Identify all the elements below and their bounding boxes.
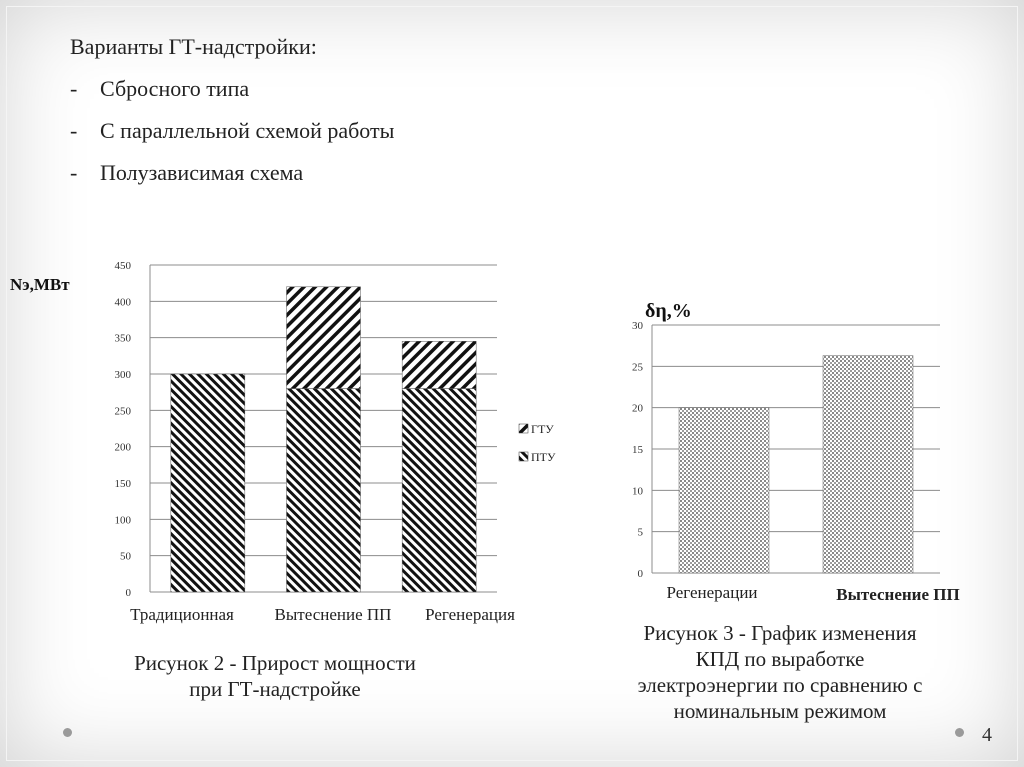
figure-3-caption — [560, 620, 1000, 724]
y-tick-label: 300 — [114, 369, 131, 381]
y-tick-label: 10 — [632, 485, 643, 498]
x-category-label: Регенерации — [666, 583, 758, 602]
x-category-label: Традиционная — [130, 605, 234, 624]
x-category-label: Вытеснение ПП — [836, 585, 960, 604]
y-tick-label: 250 — [114, 405, 131, 418]
list-dash: - — [70, 118, 78, 143]
caption-line: электроэнергии по сравнению с — [637, 673, 923, 697]
y-tick-label: 25 — [632, 361, 643, 374]
x-category-label: Вытеснение ПП — [274, 605, 392, 624]
list-item-text: Сбросного типа — [100, 76, 250, 101]
y-tick-label: 5 — [637, 526, 643, 539]
legend-label: ГТУ — [531, 422, 554, 436]
y-tick-label: 30 — [632, 320, 643, 332]
bar-гту — [287, 287, 361, 389]
power-increase-chart — [10, 260, 556, 624]
figure-2-caption — [70, 650, 480, 702]
y-tick-label: 350 — [114, 332, 131, 345]
y-tick-label: 150 — [114, 478, 131, 490]
bar-гту — [402, 341, 476, 388]
bar-пту — [287, 389, 361, 592]
caption-line: номинальным режимом — [673, 699, 887, 723]
bar-пту — [402, 389, 476, 592]
y-tick-label: 0 — [637, 568, 643, 580]
y-tick-label: 200 — [114, 441, 131, 454]
legend-label: ПТУ — [531, 450, 556, 464]
bar — [679, 408, 769, 573]
y-tick-label: 0 — [125, 587, 131, 599]
list-item-text: Полузависимая схема — [100, 160, 304, 185]
bar-пту — [171, 374, 245, 592]
y-axis-title: δη,% — [645, 300, 692, 322]
bar — [823, 356, 913, 573]
x-category-label: Регенерация — [425, 605, 515, 624]
legend-swatch-пту — [519, 452, 528, 461]
y-tick-label: 50 — [120, 550, 131, 563]
y-tick-label: 400 — [114, 296, 131, 309]
caption-line: при ГТ-надстройке — [189, 677, 361, 701]
list-dash: - — [70, 160, 78, 185]
y-tick-label: 450 — [114, 260, 131, 272]
caption-line: КПД по выработке — [695, 647, 865, 671]
efficiency-change-chart — [632, 300, 960, 604]
caption-line: Рисунок 3 - График изменения — [643, 621, 917, 645]
legend-swatch-гту — [519, 424, 528, 433]
left-dot-icon — [63, 728, 72, 737]
list-item-text: С параллельной схемой работы — [100, 118, 395, 143]
slide-number: 4 — [982, 724, 992, 746]
y-tick-label: 15 — [632, 444, 643, 456]
y-tick-label: 20 — [632, 402, 643, 415]
y-tick-label: 100 — [114, 514, 131, 527]
right-dot-icon — [955, 728, 964, 737]
list-dash: - — [70, 76, 78, 101]
intro-title: Варианты ГТ-надстройки: — [70, 34, 317, 59]
y-axis-title: Nэ,МВт — [10, 275, 70, 294]
caption-line: Рисунок 2 - Прирост мощности — [134, 651, 416, 675]
